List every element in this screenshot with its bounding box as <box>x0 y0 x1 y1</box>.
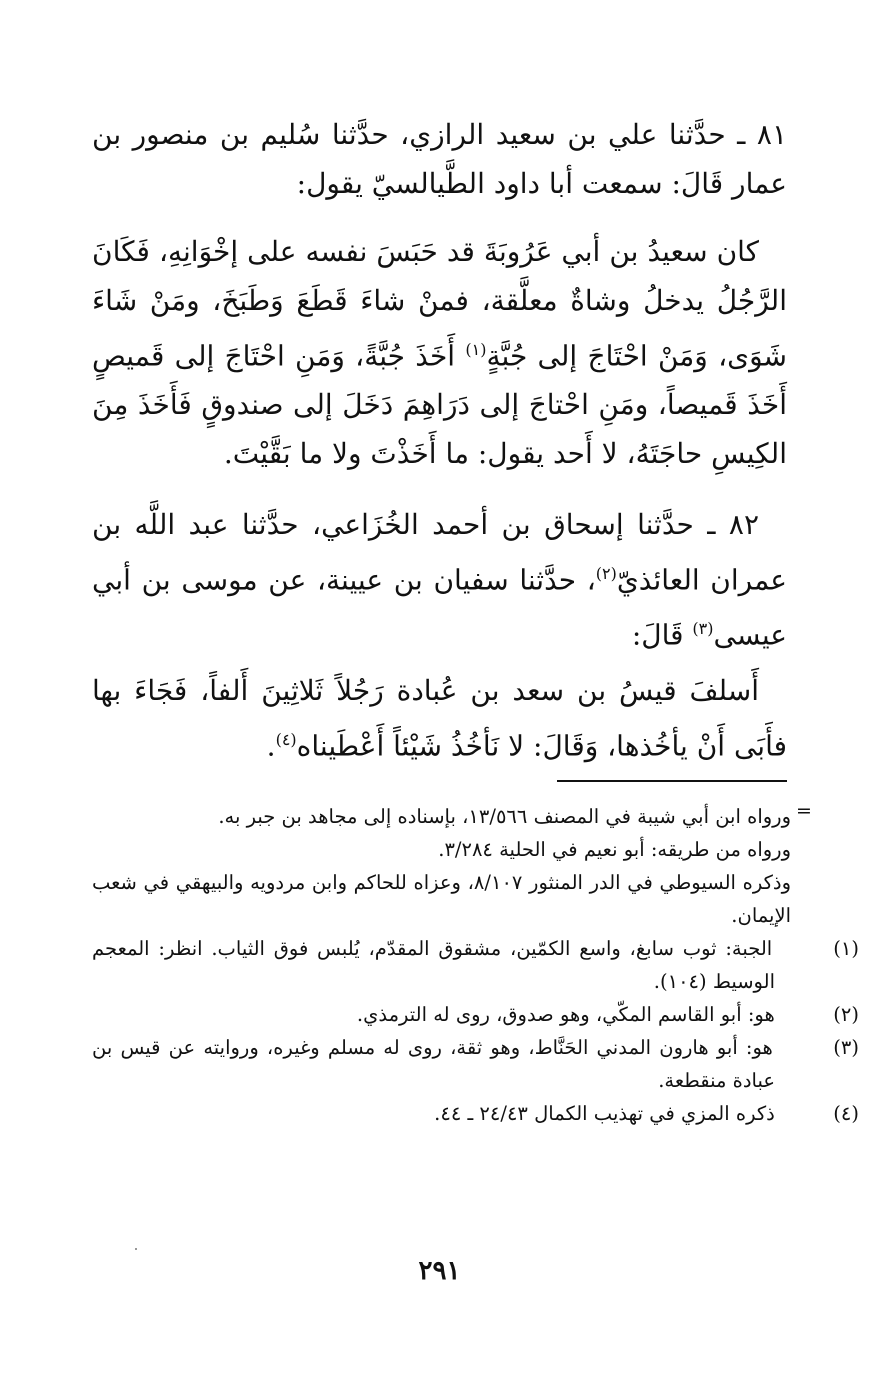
footnote-cont-line: وذكره السيوطي في الدر المنثور ٨/١٠٧، وعزاه للحاكم وابن مردويه والبيهقي في شعب الإيمان. <box>92 871 791 927</box>
quote-82-end: . <box>266 729 276 763</box>
footnote-3 <box>92 1031 859 1097</box>
footnote-4-text: ذكره المزي في تهذيب الكمال ٢٤/٤٣ ـ ٤٤. <box>434 1102 775 1125</box>
footnote-cont-line: ورواه من طريقه: أبو نعيم في الحلية ٣/٢٨٤. <box>438 838 791 861</box>
footnote-3-text: هو: أبو هارون المدني الحَنَّاط، وهو ثقة، روى له مسلم وغيره، وروايته عن قيس بن عبادة منقطعة. <box>92 1036 775 1092</box>
footnote-ref-4[interactable]: (٤) <box>275 730 297 749</box>
footnote-cont-line: ورواه ابن أبي شيبة في المصنف ١٣/٥٦٦، بإسناده إلى مجاهد بن جبر به. <box>218 805 791 828</box>
footnote-2 <box>92 998 859 1031</box>
isnad-82-part2: ، حدَّثنا سفيان بن عيينة، عن موسى بن أبي عيسى <box>92 563 787 652</box>
footnote-separator <box>557 780 787 782</box>
footnote-ref-2[interactable]: (٢) <box>595 564 617 583</box>
page-number: ٢٩١ <box>418 1256 461 1286</box>
hadith-82-matn <box>92 666 787 770</box>
footnote-3-number: (٣) <box>833 1036 859 1059</box>
hadith-82-text <box>92 500 787 660</box>
quote-82-part1: أَسلفَ قيسُ بن سعد بن عُبادة رَجُلاً ثَلاثِينَ أَلفاً، فَجَاءَ بها فأَبَى أَنْ يأخُذها، وَقَالَ: لا نَأخُذُ شَيْئاً أَعْطَيناه <box>92 674 787 763</box>
quote-81-part2: أَخَذَ جُبَّةً، وَمَنِ احْتَاجَ إلى قَميصٍ أَخَذَ قَميصاً، ومَنِ احْتاجَ إلى دَرَاهِمَ دَخَلَ إلى صندوقٍ فَأَخَذَ مِنَ الكِيسِ حاجَتَهُ، لا أَحد يقول: ما أَخَذْتَ ولا ما بَقَّيْتَ. <box>92 339 787 471</box>
footnote-2-number: (٢) <box>833 1003 859 1026</box>
footnote-1-number: (١) <box>833 937 859 960</box>
isnad-82-part3: قَالَ: <box>631 618 693 652</box>
hadith-82-isnad <box>92 500 787 660</box>
footnote-4 <box>92 1097 859 1130</box>
hadith-81-quote <box>92 227 787 478</box>
continuation-mark: = <box>796 800 812 822</box>
hadith-81-matn <box>92 227 787 478</box>
footnotes <box>92 800 859 1130</box>
hadith-81-text: ٨١ ـ حدَّثنا علي بن سعيد الرازي، حدَّثنا سُليم بن منصور بن عمار قَالَ: سمعت أبا داود الطَّيالسيّ يقول: <box>92 118 787 200</box>
footnote-1 <box>92 932 859 998</box>
isnad-82-part1: ٨٢ ـ حدَّثنا إسحاق بن أحمد الخُزَاعي، حدَّثنا عبد اللَّه بن عمران العائذيّ <box>92 508 787 597</box>
footnote-ref-1[interactable]: (١) <box>465 340 487 359</box>
footnote-2-text: هو: أبو القاسم المكّي، وهو صدوق، روى له الترمذي. <box>356 1003 775 1026</box>
hadith-81-isnad <box>92 110 787 208</box>
footnote-ref-3[interactable]: (٣) <box>692 619 714 639</box>
footnote-1-text: الجبة: ثوب سابغ، واسع الكمّين، مشقوق المقدّم، يُلبس فوق الثياب. انظر: المعجم الوسيط (١٠٤). <box>92 937 775 993</box>
footnote-4-number: (٤) <box>833 1102 859 1125</box>
footnote-continuation <box>92 800 817 932</box>
quote-81-part1: كان سعيدُ بن أبي عَرُوبَةَ قد حَبَسَ نفسه على إخْوَانِهِ، فَكَانَ الرَّجُلُ يدخلُ وشاةٌ معلَّقة، فمنْ شاءَ قَطَعَ وَطَبَخَ، ومَنْ شَاءَ شَوَى، وَمَنْ احْتَاجَ إلى جُبَّةٍ <box>92 235 787 373</box>
scan-speck <box>135 1248 137 1250</box>
hadith-82-quote <box>92 666 787 770</box>
